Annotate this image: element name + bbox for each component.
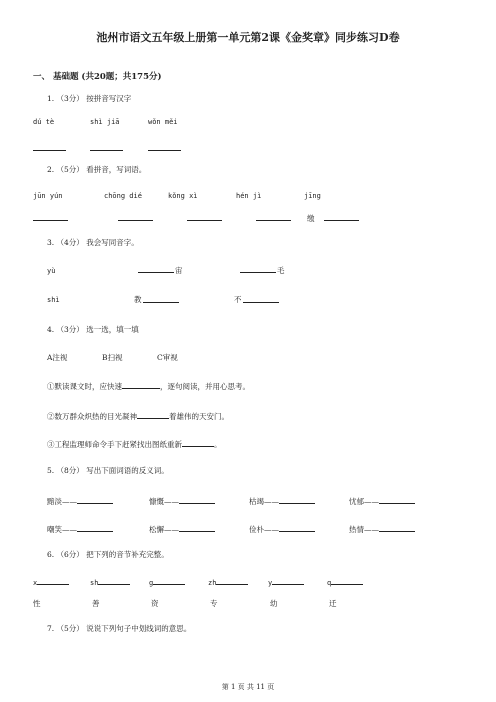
q6-blank[interactable] [37, 576, 69, 585]
q6-syllable-6 [327, 576, 363, 588]
question-1-heading: 1. （3分） 按拼音写汉字 [47, 94, 132, 103]
question-3-heading: 3. （4分） 我会写同音字。 [47, 238, 139, 247]
q6-syllable-1 [33, 576, 69, 588]
q5-word: 嘲笑—— [47, 525, 77, 534]
question-5-heading: 5. （8分） 写出下面词语的反义词。 [47, 466, 169, 475]
q2-pinyin-4: hén jì [236, 192, 262, 200]
q6-char-4: 专 [210, 599, 218, 608]
q3-pinyin-shi: shì [47, 296, 60, 304]
q5-word: 热情—— [349, 525, 379, 534]
q2-answer-blank-4[interactable] [256, 220, 291, 221]
q1-answer-blank-3[interactable] [148, 150, 181, 151]
question-2-heading: 2. （5分） 看拼音，写词语。 [47, 165, 147, 174]
q3-blank-3[interactable] [143, 302, 179, 303]
q5-word: 黯淡—— [47, 497, 77, 506]
q2-answer-blank-2[interactable] [118, 220, 153, 221]
q5-blank[interactable] [77, 495, 113, 504]
q5-word: 枯竭—— [249, 497, 279, 506]
q4-option-b: B扫视 [102, 353, 123, 362]
q6-initial: g [149, 579, 154, 587]
q4-blank-2[interactable] [137, 410, 169, 419]
q5-word: 慷慨—— [149, 497, 179, 506]
q2-answer-blank-1[interactable] [33, 220, 68, 221]
q5-blank[interactable] [279, 523, 315, 532]
q3-char-jiao: 教 [134, 295, 142, 304]
q3-char-mao: 毛 [277, 266, 285, 275]
q5-blank[interactable] [279, 495, 315, 504]
q6-syllable-2 [90, 576, 130, 588]
q4-blank-1[interactable] [122, 380, 160, 389]
q4-s3-after: 。 [214, 440, 222, 449]
q6-syllable-4 [208, 576, 248, 588]
q6-blank[interactable] [216, 576, 248, 585]
q2-pinyin-1: jūn yún [33, 192, 63, 200]
q4-sentence-1 [47, 380, 250, 392]
question-4-heading: 4. （3分） 选一选，填一填 [47, 325, 139, 334]
q6-syllable-5 [268, 576, 304, 588]
q6-char-5: 幼 [270, 599, 278, 608]
q4-s1-after: ，逐句阅读，并用心思考。 [160, 382, 250, 391]
q3-blank-1[interactable] [138, 272, 174, 273]
q6-syllable-3 [149, 576, 185, 588]
q5-row2-item4 [349, 523, 415, 535]
q1-answer-blank-2[interactable] [90, 150, 123, 151]
q3-blank-4[interactable] [243, 302, 279, 303]
q5-blank[interactable] [179, 495, 215, 504]
section-heading: 一、 基础题 (共20题；共175分) [33, 72, 162, 82]
q4-option-c: C审视 [157, 353, 178, 362]
q6-blank[interactable] [98, 576, 130, 585]
q6-blank[interactable] [272, 576, 304, 585]
q6-char-1: 性 [33, 599, 41, 608]
q6-char-2: 善 [92, 599, 100, 608]
q5-word: 松懈—— [149, 525, 179, 534]
q5-row1-item1 [47, 495, 113, 507]
q5-blank[interactable] [179, 523, 215, 532]
page-footer: 第 1 页 共 11 页 [221, 683, 275, 691]
q5-word: 忧郁—— [349, 497, 379, 506]
q1-answer-blank-1[interactable] [33, 150, 66, 151]
q4-option-a: A注视 [47, 353, 68, 362]
q6-initial: x [33, 579, 38, 587]
q5-blank[interactable] [379, 495, 415, 504]
q4-blank-3[interactable] [182, 438, 214, 447]
q4-sentence-2 [47, 410, 229, 422]
question-7-heading: 7. （5分） 说说下列句子中划线词的意思。 [47, 624, 192, 633]
q1-pinyin-2: shì jiā [90, 118, 120, 126]
q5-row2-item1 [47, 523, 113, 535]
q5-row2-item3 [249, 523, 315, 535]
question-6-heading: 6. （6分） 把下列的音节补充完整。 [47, 550, 169, 559]
document-title: 池州市语文五年级上册第一单元第2课《金奖章》同步练习D卷 [96, 31, 400, 44]
q6-initial: q [327, 579, 332, 587]
q2-pinyin-5: jīng [304, 192, 321, 200]
q5-row1-item3 [249, 495, 315, 507]
q4-s2-before: ②数万群众炽热的目光凝神 [47, 412, 137, 421]
q5-row1-item2 [149, 495, 215, 507]
q5-word: 俭朴—— [249, 525, 279, 534]
q4-sentence-3 [47, 438, 222, 450]
q4-s2-after: 着雄伟的天安门。 [169, 412, 229, 421]
q6-char-6: 迁 [329, 599, 337, 608]
q4-s1-before: ①默读课文时，应快速 [47, 382, 122, 391]
q2-answer-blank-5[interactable] [324, 220, 359, 221]
q6-blank[interactable] [331, 576, 363, 585]
q6-initial: zh [208, 579, 217, 587]
q3-pinyin-yu: yù [47, 267, 56, 275]
q5-blank[interactable] [77, 523, 113, 532]
q6-blank[interactable] [153, 576, 185, 585]
q6-char-3: 资 [151, 599, 159, 608]
q3-char-zhou: 宙 [175, 266, 183, 275]
q1-pinyin-3: wǒn měi [148, 118, 178, 126]
q2-pinyin-3: kǒng xì [168, 192, 198, 200]
q5-blank[interactable] [379, 523, 415, 532]
q4-s3-before: ③工程监理师命令手下赶紧找出图纸重新 [47, 440, 182, 449]
q3-blank-2[interactable] [240, 272, 276, 273]
q6-initial: sh [90, 579, 99, 587]
q3-char-bu: 不 [234, 295, 242, 304]
q5-row1-item4 [349, 495, 415, 507]
q2-pinyin-2: chōng dié [104, 192, 142, 200]
q5-row2-item2 [149, 523, 215, 535]
q6-initial: y [268, 579, 273, 587]
q2-tail-char: 缴 [307, 214, 315, 223]
q1-pinyin-1: dú tè [33, 118, 55, 126]
q2-answer-blank-3[interactable] [187, 220, 222, 221]
